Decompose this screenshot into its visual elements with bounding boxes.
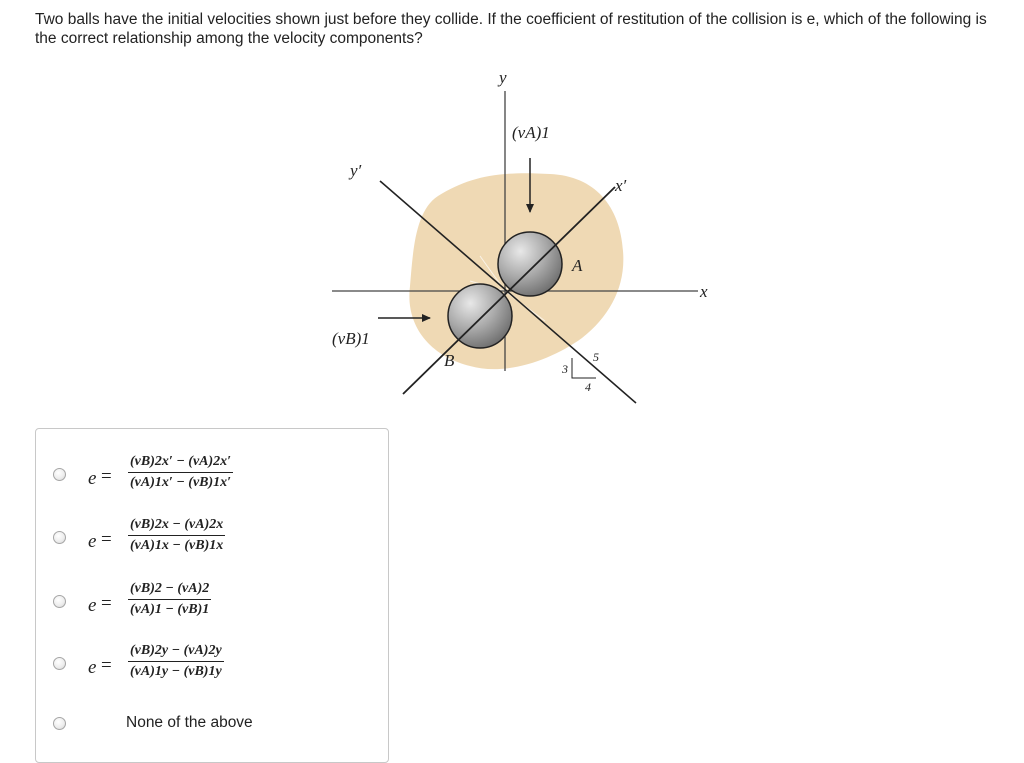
label-tri-3: 3 (562, 362, 568, 376)
option-none-label: None of the above (126, 714, 253, 731)
radio-button[interactable] (53, 531, 66, 544)
fraction-denominator: (vA)1y − (vB)1y (130, 664, 222, 679)
label-tri-5: 5 (593, 350, 599, 364)
label-x-prime: x′ (615, 176, 627, 195)
formula-lhs: e (88, 657, 97, 678)
fraction (128, 517, 225, 554)
label-va1: (vA)1 (512, 123, 550, 142)
question-text: Two balls have the initial velocities shown just before they collide. If the coefficient of restitution of the collision is e, which of the following is the correct relationship among the velocity components? (35, 11, 987, 47)
option-1[interactable] (36, 454, 386, 504)
formula-lhs: e (88, 595, 97, 616)
ball-b (448, 284, 512, 348)
formula-lhs: e (88, 531, 97, 552)
fraction-numerator: (vB)2x − (vA)2x (128, 517, 225, 536)
label-y-prime: y′ (350, 161, 362, 180)
radio-button[interactable] (53, 468, 66, 481)
label-ball-a: A (572, 256, 583, 275)
answer-options (35, 428, 389, 763)
formula-lhs: e (88, 468, 97, 489)
fraction-denominator: (vA)1 − (vB)1 (130, 602, 210, 617)
option-2[interactable] (36, 517, 386, 567)
fraction (128, 643, 224, 680)
fraction-denominator: (vA)1x′ − (vB)1x′ (130, 475, 232, 490)
formula-equals: = (101, 593, 112, 614)
fraction-numerator: (vB)2x′ − (vA)2x′ (128, 454, 233, 473)
label-tri-4: 4 (585, 380, 591, 394)
label-vb1: (vB)1 (332, 329, 370, 348)
fraction-numerator: (vB)2y − (vA)2y (128, 643, 224, 662)
radio-button[interactable] (53, 657, 66, 670)
option-4[interactable] (36, 643, 386, 693)
label-y: y (499, 68, 507, 87)
label-x: x (700, 282, 708, 301)
label-ball-b: B (444, 351, 455, 370)
radio-button[interactable] (53, 595, 66, 608)
fraction-denominator: (vA)1x − (vB)1x (130, 538, 224, 553)
option-3[interactable] (36, 581, 386, 631)
fraction-numerator: (vB)2 − (vA)2 (128, 581, 211, 600)
formula-equals: = (101, 655, 112, 676)
fraction (128, 454, 233, 491)
radio-button[interactable] (53, 717, 66, 730)
option-none[interactable] (36, 709, 386, 759)
formula-equals: = (101, 466, 112, 487)
ball-a (498, 232, 562, 296)
collision-diagram (320, 66, 720, 411)
fraction (128, 581, 211, 618)
formula-equals: = (101, 529, 112, 550)
